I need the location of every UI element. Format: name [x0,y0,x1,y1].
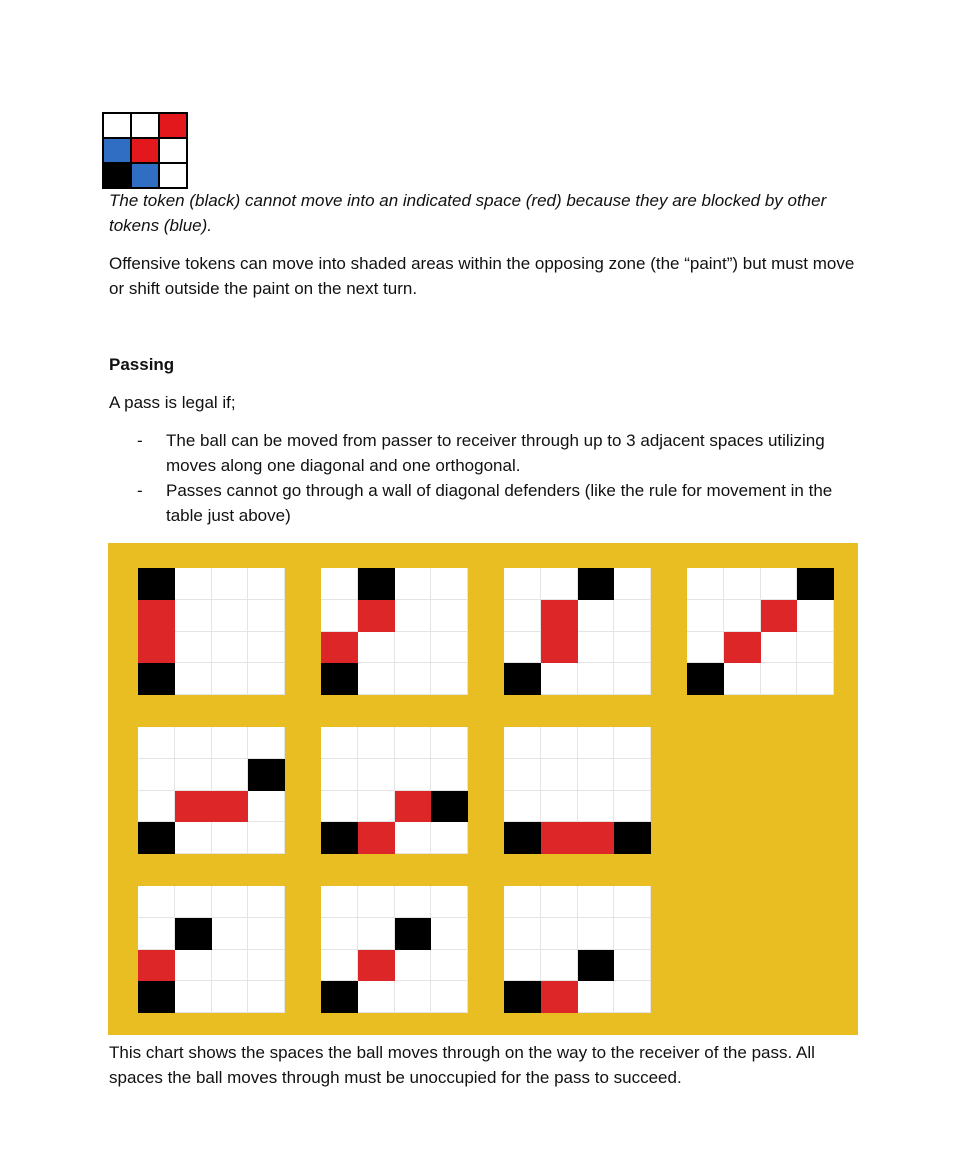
pass-cell-empty [541,950,578,982]
pass-cell-path [395,791,432,823]
pass-cell-empty [504,791,541,823]
pass-cell-token [504,981,541,1013]
pass-cell-empty [248,568,285,600]
list-item [109,478,869,528]
pass-cell-empty [395,759,432,791]
pass-cell-empty [431,918,468,950]
passing-heading: Passing [109,355,175,374]
pass-grid [138,568,285,695]
pass-cell-empty [431,727,468,759]
pass-cell-empty [138,759,175,791]
bullet-marker: - [137,431,143,450]
pass-cell-empty [761,568,798,600]
pass-cell-empty [431,886,468,918]
grid-cell-red [131,138,159,163]
pass-cell-empty [138,791,175,823]
pass-cell-empty [358,632,395,664]
pass-grid [504,568,651,695]
pass-cell-empty [321,759,358,791]
pass-cell-empty [541,663,578,695]
pass-cell-empty [687,600,724,632]
pass-cell-path [578,822,615,854]
pass-cell-empty [504,918,541,950]
pass-cell-empty [248,663,285,695]
pass-cell-empty [541,759,578,791]
pass-grid [321,886,468,1013]
pass-cell-empty [541,727,578,759]
pass-cell-path [541,981,578,1013]
grid-cell-white [159,138,187,163]
pass-cell-token [321,981,358,1013]
pass-cell-empty [614,791,651,823]
pass-grid [504,886,651,1013]
pass-cell-empty [175,632,212,664]
pass-cell-empty [321,727,358,759]
pass-cell-token [504,822,541,854]
pass-cell-empty [431,822,468,854]
pass-cell-empty [614,663,651,695]
pass-cell-empty [395,981,432,1013]
pass-cell-token [395,918,432,950]
pass-cell-path [138,950,175,982]
pass-cell-path [175,791,212,823]
pass-cell-token [358,568,395,600]
pass-cell-empty [248,918,285,950]
pass-cell-token [504,663,541,695]
pass-cell-empty [504,600,541,632]
pass-cell-empty [431,663,468,695]
pass-cell-path [358,600,395,632]
pass-cell-empty [212,663,249,695]
pass-cell-empty [175,759,212,791]
pass-cell-empty [321,950,358,982]
pass-cell-empty [212,950,249,982]
pass-cell-empty [212,822,249,854]
pass-cell-empty [358,918,395,950]
pass-cell-empty [578,632,615,664]
pass-cell-empty [761,663,798,695]
pass-cell-path [138,600,175,632]
pass-cell-empty [724,663,761,695]
pass-cell-empty [431,981,468,1013]
pass-cell-empty [212,632,249,664]
pass-cell-empty [321,600,358,632]
pass-cell-path [321,632,358,664]
pass-cell-empty [395,568,432,600]
bullet-text: Passes cannot go through a wall of diagonal defenders (like the rule for movement in the table just above) [166,481,833,525]
pass-cell-empty [504,886,541,918]
pass-cell-token [687,663,724,695]
pass-grid [138,727,285,854]
pass-cell-empty [431,759,468,791]
pass-cell-empty [614,759,651,791]
pass-cell-empty [504,759,541,791]
pass-cell-empty [614,918,651,950]
pass-grid [138,886,285,1013]
grid-cell-black [103,163,131,188]
pass-cell-empty [175,727,212,759]
pass-cell-empty [248,886,285,918]
blocking-caption: The token (black) cannot move into an indicated space (red) because they are blocked by other tokens (blue). [109,191,827,235]
pass-cell-empty [212,918,249,950]
pass-cell-empty [175,950,212,982]
pass-cell-empty [248,791,285,823]
pass-cell-path [724,632,761,664]
pass-cell-empty [395,600,432,632]
pass-cell-token [321,822,358,854]
grid-cell-white [131,113,159,138]
grid-cell-red [159,113,187,138]
pass-cell-token [797,568,834,600]
grid-cell-blue [103,138,131,163]
pass-cell-empty [321,886,358,918]
pass-cell-token [175,918,212,950]
pass-cell-empty [395,950,432,982]
pass-cell-path [541,822,578,854]
pass-cell-empty [175,568,212,600]
pass-cell-path [358,822,395,854]
pass-cell-empty [578,981,615,1013]
pass-cell-empty [358,886,395,918]
pass-cell-empty [395,632,432,664]
pass-cell-token [138,981,175,1013]
pass-cell-empty [248,981,285,1013]
pass-cell-empty [578,918,615,950]
pass-cell-empty [175,600,212,632]
pass-cell-token [138,663,175,695]
pass-cell-token [138,822,175,854]
pass-cell-empty [248,950,285,982]
pass-cell-empty [212,759,249,791]
pass-cell-empty [614,600,651,632]
pass-cell-token [578,568,615,600]
pass-cell-empty [248,822,285,854]
pass-cell-path [212,791,249,823]
pass-cell-empty [761,632,798,664]
pass-cell-empty [358,791,395,823]
pass-cell-empty [541,918,578,950]
pass-grid [321,568,468,695]
blocking-example-grid [102,112,188,189]
pass-cell-empty [175,886,212,918]
pass-cell-empty [504,568,541,600]
pass-cell-path [138,632,175,664]
pass-cell-empty [212,981,249,1013]
pass-cell-empty [395,822,432,854]
pass-cell-empty [614,950,651,982]
pass-cell-empty [797,632,834,664]
pass-cell-empty [614,568,651,600]
pass-cell-empty [724,568,761,600]
pass-cell-empty [504,950,541,982]
pass-cell-empty [212,727,249,759]
pass-cell-empty [687,568,724,600]
pass-cell-empty [614,632,651,664]
list-item [109,428,869,478]
pass-cell-empty [431,600,468,632]
passing-intro: A pass is legal if; [109,393,236,412]
pass-cell-empty [175,822,212,854]
pass-cell-empty [687,632,724,664]
pass-cell-empty [321,791,358,823]
pass-cell-empty [321,918,358,950]
pass-cell-empty [138,727,175,759]
pass-cell-empty [248,600,285,632]
pass-cell-empty [614,727,651,759]
pass-cell-token [431,791,468,823]
pass-cell-empty [138,886,175,918]
pass-cell-empty [395,886,432,918]
pass-cell-empty [578,759,615,791]
pass-cell-empty [797,663,834,695]
pass-cell-path [541,632,578,664]
pass-cell-empty [431,568,468,600]
pass-cell-token [321,663,358,695]
pass-cell-empty [395,727,432,759]
pass-cell-token [578,950,615,982]
pass-grid [504,727,651,854]
pass-cell-empty [541,791,578,823]
pass-cell-empty [504,632,541,664]
passing-rules-list [109,428,869,528]
pass-cell-empty [724,600,761,632]
pass-cell-empty [212,600,249,632]
pass-cell-empty [614,886,651,918]
pass-cell-empty [395,663,432,695]
pass-cell-empty [578,791,615,823]
pass-cell-empty [212,568,249,600]
pass-cell-empty [431,632,468,664]
pass-cell-empty [358,663,395,695]
pass-cell-empty [578,663,615,695]
pass-cell-empty [248,632,285,664]
pass-cell-empty [248,727,285,759]
pass-cell-empty [138,918,175,950]
paint-rule-paragraph: Offensive tokens can move into shaded areas within the opposing zone (the “paint”) but must move or shift outside the paint on the next turn. [109,254,855,298]
pass-cell-token [614,822,651,854]
pass-cell-token [248,759,285,791]
pass-cell-path [541,600,578,632]
pass-cell-empty [614,981,651,1013]
pass-cell-empty [212,886,249,918]
pass-cell-empty [578,886,615,918]
pass-cell-empty [541,568,578,600]
chart-caption: This chart shows the spaces the ball moves through on the way to the receiver of the pass. All spaces the ball moves through must be unoccupied for the pass to succeed. [109,1043,815,1087]
pass-cell-path [761,600,798,632]
pass-cell-empty [541,886,578,918]
pass-chart [108,543,858,1035]
pass-cell-empty [175,981,212,1013]
bullet-marker: - [137,481,143,500]
pass-cell-empty [175,663,212,695]
pass-cell-token [138,568,175,600]
pass-cell-empty [578,727,615,759]
pass-cell-empty [358,727,395,759]
pass-cell-empty [321,568,358,600]
grid-cell-white [103,113,131,138]
grid-cell-blue [131,163,159,188]
pass-cell-empty [578,600,615,632]
grid-cell-white [159,163,187,188]
pass-cell-empty [797,600,834,632]
pass-cell-empty [358,981,395,1013]
pass-cell-empty [504,727,541,759]
pass-cell-empty [431,950,468,982]
pass-cell-empty [358,759,395,791]
pass-grid [321,727,468,854]
bullet-text: The ball can be moved from passer to receiver through up to 3 adjacent spaces utilizing moves along one diagonal and one orthogonal. [166,431,825,475]
pass-cell-path [358,950,395,982]
pass-grid [687,568,834,695]
